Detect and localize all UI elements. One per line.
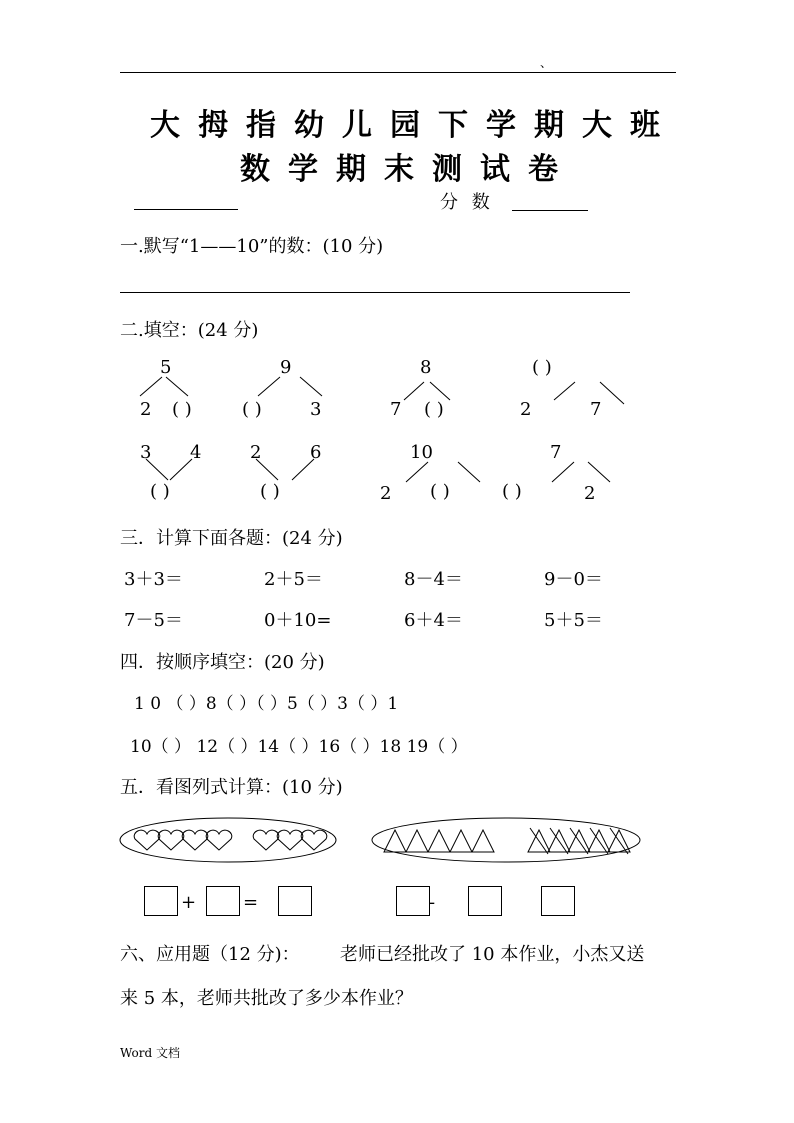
bond-r1-3-left: 7 bbox=[390, 399, 402, 420]
calc-r1-3[interactable]: 8－4＝ bbox=[404, 569, 463, 590]
bond-r2-2-right: 6 bbox=[310, 442, 322, 463]
bond-r1-1-left: 2 bbox=[140, 399, 152, 420]
heart-icon bbox=[277, 830, 303, 850]
bond-r2-3-left: 2 bbox=[380, 483, 392, 504]
triangle-icon bbox=[450, 830, 472, 852]
page-title-line1: 大拇指幼儿园下学期大班 bbox=[150, 108, 678, 143]
cross-mark bbox=[530, 828, 548, 854]
calc-r2-3[interactable]: 6＋4＝ bbox=[404, 610, 463, 631]
equals-sign: = bbox=[243, 892, 259, 913]
heart-icon bbox=[301, 830, 327, 850]
cross-mark bbox=[590, 828, 608, 854]
triangle-icon bbox=[384, 830, 406, 852]
heart-icon bbox=[158, 830, 184, 850]
section2-heading: 二.填空：(24 分) bbox=[120, 320, 259, 341]
bond-r1-4-top[interactable]: ( ) bbox=[532, 357, 552, 378]
calc-r1-4[interactable]: 9－0＝ bbox=[544, 569, 603, 590]
bond-r1-2-left[interactable]: ( ) bbox=[242, 399, 262, 420]
calc-r2-1[interactable]: 7－5＝ bbox=[124, 610, 183, 631]
triangle-icon bbox=[406, 830, 428, 852]
page-title-line2: 数学期末测试卷 bbox=[240, 152, 576, 187]
score-label: 分 数 bbox=[440, 192, 494, 213]
bond-r1-3-right[interactable]: ( ) bbox=[424, 399, 444, 420]
calc-r2-4[interactable]: 5＋5＝ bbox=[544, 610, 603, 631]
bond-r1-3-top: 8 bbox=[420, 357, 432, 378]
section5-heading: 五．看图列式计算：(10 分) bbox=[120, 777, 343, 798]
bond-r1-4-left: 2 bbox=[520, 399, 532, 420]
heart-icon bbox=[253, 830, 279, 850]
word-problem-part1: 老师已经批改了 10 本作业，小杰又送 bbox=[340, 944, 645, 965]
answer-box-5[interactable] bbox=[468, 886, 502, 916]
calc-r1-1[interactable]: 3＋3＝ bbox=[124, 569, 183, 590]
bond-r1-2-right: 3 bbox=[310, 399, 322, 420]
sequence-line-2[interactable]: 10（ ） 12（ ）14（ ）16（ ）18 19（ ） bbox=[130, 737, 468, 757]
corner-mark: 、 bbox=[540, 56, 553, 70]
cross-mark bbox=[610, 828, 628, 854]
heart-icon bbox=[206, 830, 232, 850]
answer-box-6[interactable] bbox=[541, 886, 575, 916]
bond-r2-4-right: 2 bbox=[584, 483, 596, 504]
section3-heading: 三．计算下面各题：(24 分) bbox=[120, 528, 343, 549]
bond-r2-4-top: 7 bbox=[550, 442, 562, 463]
bond-r1-2-top: 9 bbox=[280, 357, 292, 378]
triangles-group bbox=[384, 828, 630, 854]
minus-sign: - bbox=[429, 892, 436, 913]
plus-sign: + bbox=[181, 892, 197, 913]
section4-heading: 四．按顺序填空：(20 分) bbox=[120, 652, 325, 673]
heart-icon bbox=[134, 830, 160, 850]
cross-mark bbox=[550, 828, 568, 854]
answer-box-2[interactable] bbox=[206, 886, 240, 916]
hearts-group bbox=[134, 830, 327, 850]
bond-r1-4-right: 7 bbox=[590, 399, 602, 420]
answer-box-1[interactable] bbox=[144, 886, 178, 916]
bond-r2-3-right[interactable]: ( ) bbox=[430, 481, 450, 502]
section6-heading: 六、应用题（12 分)： bbox=[120, 944, 300, 965]
sequence-line-1[interactable]: 1 0 （ ）8（ ）（ ）5（ ）3（ ）1 bbox=[134, 694, 399, 714]
calc-r1-2[interactable]: 2＋5＝ bbox=[264, 569, 323, 590]
bond-r2-2-bottom[interactable]: ( ) bbox=[260, 481, 280, 502]
bond-r2-4-left[interactable]: ( ) bbox=[502, 481, 522, 502]
triangle-icon bbox=[428, 830, 450, 852]
answer-box-4[interactable] bbox=[396, 886, 430, 916]
triangle-icon bbox=[472, 830, 494, 852]
bond-r2-1-right: 4 bbox=[190, 442, 202, 463]
footer-label: Word 文档 bbox=[120, 1046, 180, 1060]
bond-r1-1-right[interactable]: ( ) bbox=[172, 399, 192, 420]
calc-r2-2[interactable]: 0＋10= bbox=[264, 610, 332, 631]
cross-mark bbox=[570, 828, 588, 854]
heart-icon bbox=[182, 830, 208, 850]
bond-r2-3-top: 10 bbox=[410, 442, 433, 463]
section1-heading: 一.默写“1——10”的数：(10 分) bbox=[120, 236, 384, 257]
answer-box-3[interactable] bbox=[278, 886, 312, 916]
bond-r2-2-left: 2 bbox=[250, 442, 262, 463]
bond-r1-1-top: 5 bbox=[160, 357, 172, 378]
word-problem-part2: 来 5 本，老师共批改了多少本作业？ bbox=[120, 988, 413, 1009]
bond-r2-1-left: 3 bbox=[140, 442, 152, 463]
bond-r2-1-bottom[interactable]: ( ) bbox=[150, 481, 170, 502]
